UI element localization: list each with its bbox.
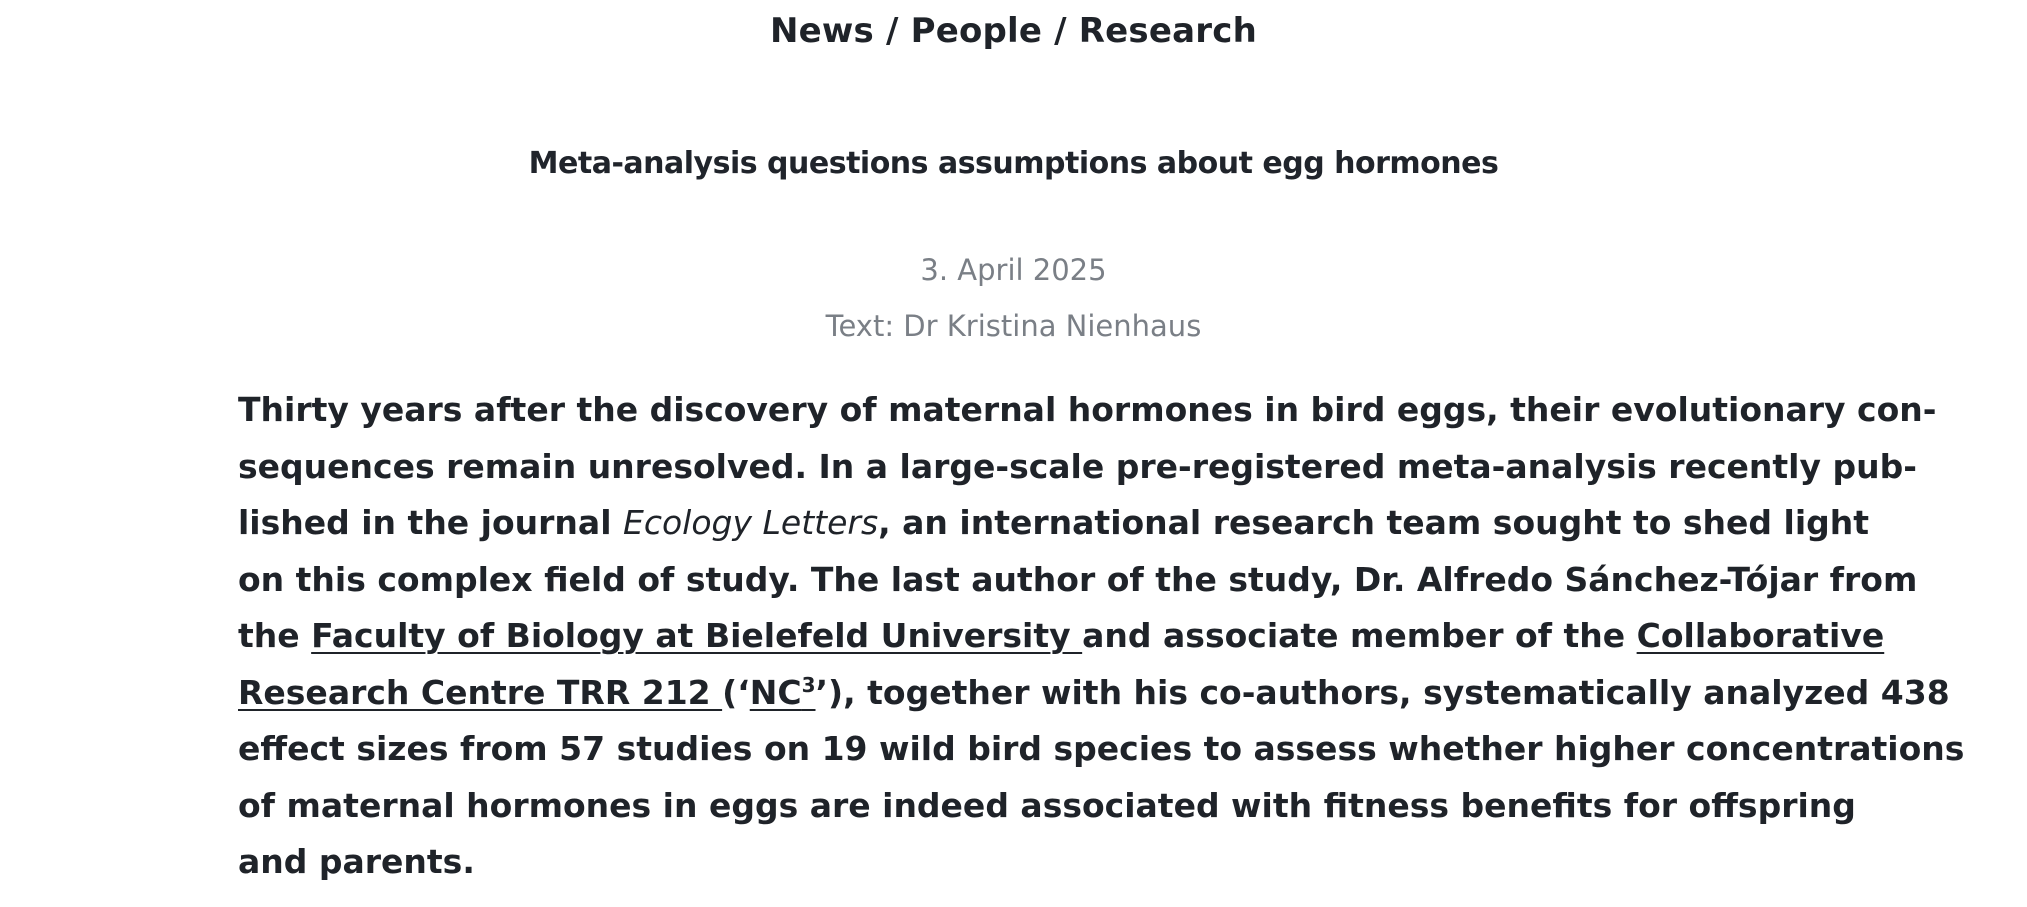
article-title: Meta-analysis questions assumptions about egg hormones — [528, 146, 1499, 181]
lead-line: and parents. — [238, 842, 475, 881]
lead-line: of maternal hormones in eggs are indeed associated with fitness benefits for offspring — [238, 785, 1856, 825]
lead-text: lished in the journal — [238, 503, 623, 542]
breadcrumb-separator: / — [885, 11, 899, 51]
link-nc3-label: NC — [749, 672, 802, 712]
link-collaborative-research-centre[interactable]: Collaborative — [1636, 616, 1885, 655]
lead-line — [238, 608, 1885, 665]
lead-line — [238, 665, 1950, 722]
lead-line: effect sizes from 57 studies on 19 wild bird species to assess whether higher concentrations — [238, 729, 1965, 768]
article-date: 3. April 2025 — [920, 253, 1107, 287]
breadcrumb — [0, 6, 2027, 56]
breadcrumb-separator: / — [1054, 11, 1067, 51]
lead-text: , an international research team sought to shed light — [878, 503, 1870, 542]
lead-text: ’), together with his co-authors, systematically analyzed 438 — [815, 672, 1950, 712]
lead-line — [238, 495, 1870, 552]
journal-name: Ecology Letters — [623, 503, 879, 542]
link-nc3-superscript: 3 — [801, 672, 816, 697]
lead-text: (‘ — [722, 672, 750, 712]
lead-text: and associate member of the — [1082, 616, 1637, 655]
link-collaborative-research-centre[interactable]: Research Centre TRR 212 — [238, 672, 723, 712]
link-nc3[interactable] — [750, 673, 816, 712]
lead-line: on this complex field of study. The last author of the study, Dr. Alfredo Sánchez-Tójar from — [238, 559, 1918, 599]
breadcrumb-link-people[interactable]: People — [910, 11, 1043, 51]
link-faculty-of-biology[interactable]: Faculty of Biology at Bielefeld University — [311, 616, 1083, 655]
article-lead-paragraph — [238, 382, 1965, 891]
breadcrumb-link-news[interactable]: News — [769, 11, 874, 51]
lead-line: Thirty years after the discovery of maternal hormones in bird eggs, their evolutionary con- — [238, 390, 1937, 429]
breadcrumb-link-research[interactable]: Research — [1078, 11, 1258, 51]
lead-text: the — [238, 616, 312, 655]
article-author: Text: Dr Kristina Nienhaus — [825, 309, 1202, 343]
lead-line: sequences remain unresolved. In a large-scale pre-registered meta-analysis recently pub- — [238, 446, 1917, 486]
